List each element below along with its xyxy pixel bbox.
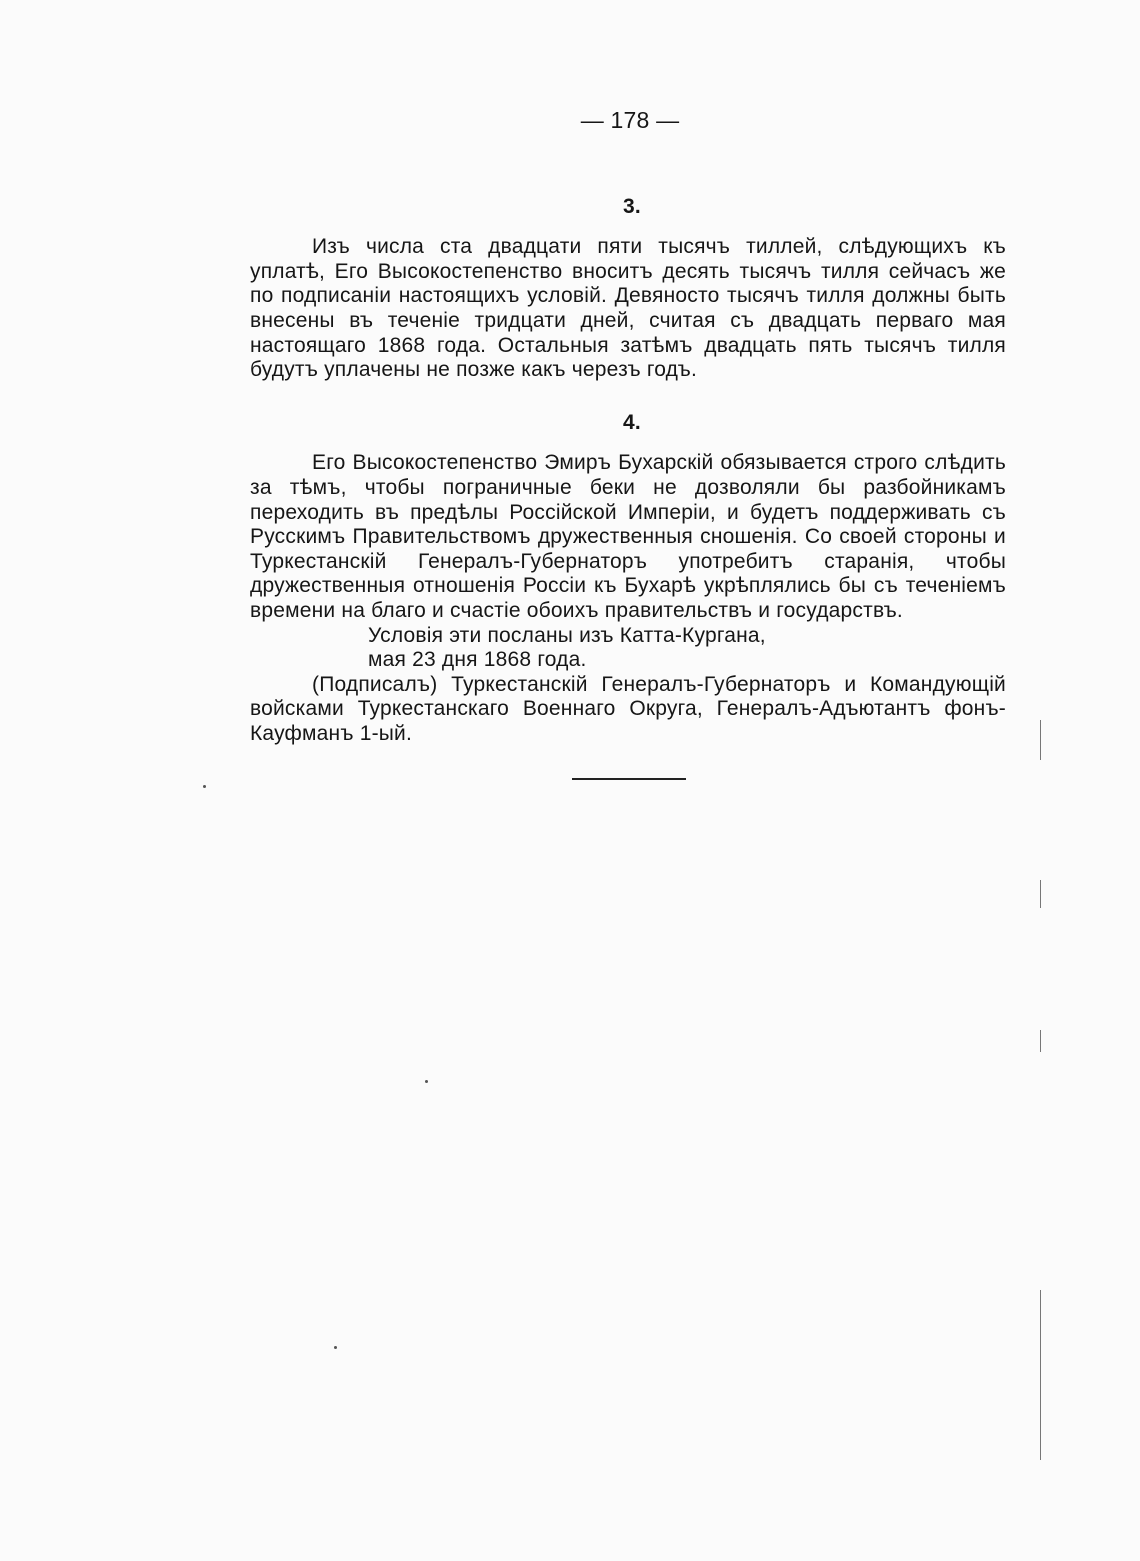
scan-speck — [334, 1346, 337, 1349]
page-number: — 178 — — [580, 107, 680, 133]
document-page — [250, 108, 1006, 780]
date-place-line-1: Условія эти посланы изъ Катта-Кургана, — [368, 623, 766, 647]
section-3-paragraph: Изъ числа ста двадцати пяти тысячъ тиллей, слѣдующихъ къ уплатѣ, Его Высокостепенство вноситъ десять тысячъ тилля сейчасъ же по подписаніи настоящихъ условій. Девяносто тысячъ тилля должны быть внесены въ теченіе тридцати дней, считая съ двадцать перваго мая настоящаго 1868 года. Остальныя затѣмъ двадцать пять тысячъ тилля будутъ уплачены не позже какъ черезъ годъ. — [250, 235, 1006, 382]
end-rule-divider — [572, 778, 686, 780]
scan-edge-mark — [1040, 1290, 1041, 1460]
section-number-3: 3. — [623, 194, 641, 218]
scan-edge-mark — [1040, 720, 1041, 760]
scan-edge-mark — [1040, 1030, 1041, 1052]
scan-edge-mark — [1040, 880, 1041, 908]
scan-speck — [425, 1080, 428, 1083]
signature-block: (Подписалъ) Туркестанскій Генералъ-Губернаторъ и Командующій войсками Туркестанскаго Военнаго Округа, Генералъ-Адъютантъ фонъ-Кауфманъ 1-ый. — [250, 672, 1006, 745]
section-number-4: 4. — [623, 410, 641, 434]
scan-speck — [203, 785, 206, 788]
section-4-paragraph: Его Высокостепенство Эмиръ Бухарскій обязывается строго слѣдить за тѣмъ, чтобы пограничные беки не дозволяли бы разбойникамъ переходить въ предѣлы Россійской Имперіи, и будетъ поддерживать съ Русскимъ Правительствомъ дружественныя сношенія. Со своей стороны и Туркестанскій Генералъ-Губернаторъ употребитъ старанія, чтобы дружественныя отношенія Россіи къ Бухарѣ укрѣплялись бы съ теченіемъ времени на благо и счастіе обоихъ правительствъ и государствъ. — [250, 451, 1006, 622]
date-place-line-2: мая 23 дня 1868 года. — [368, 648, 587, 672]
